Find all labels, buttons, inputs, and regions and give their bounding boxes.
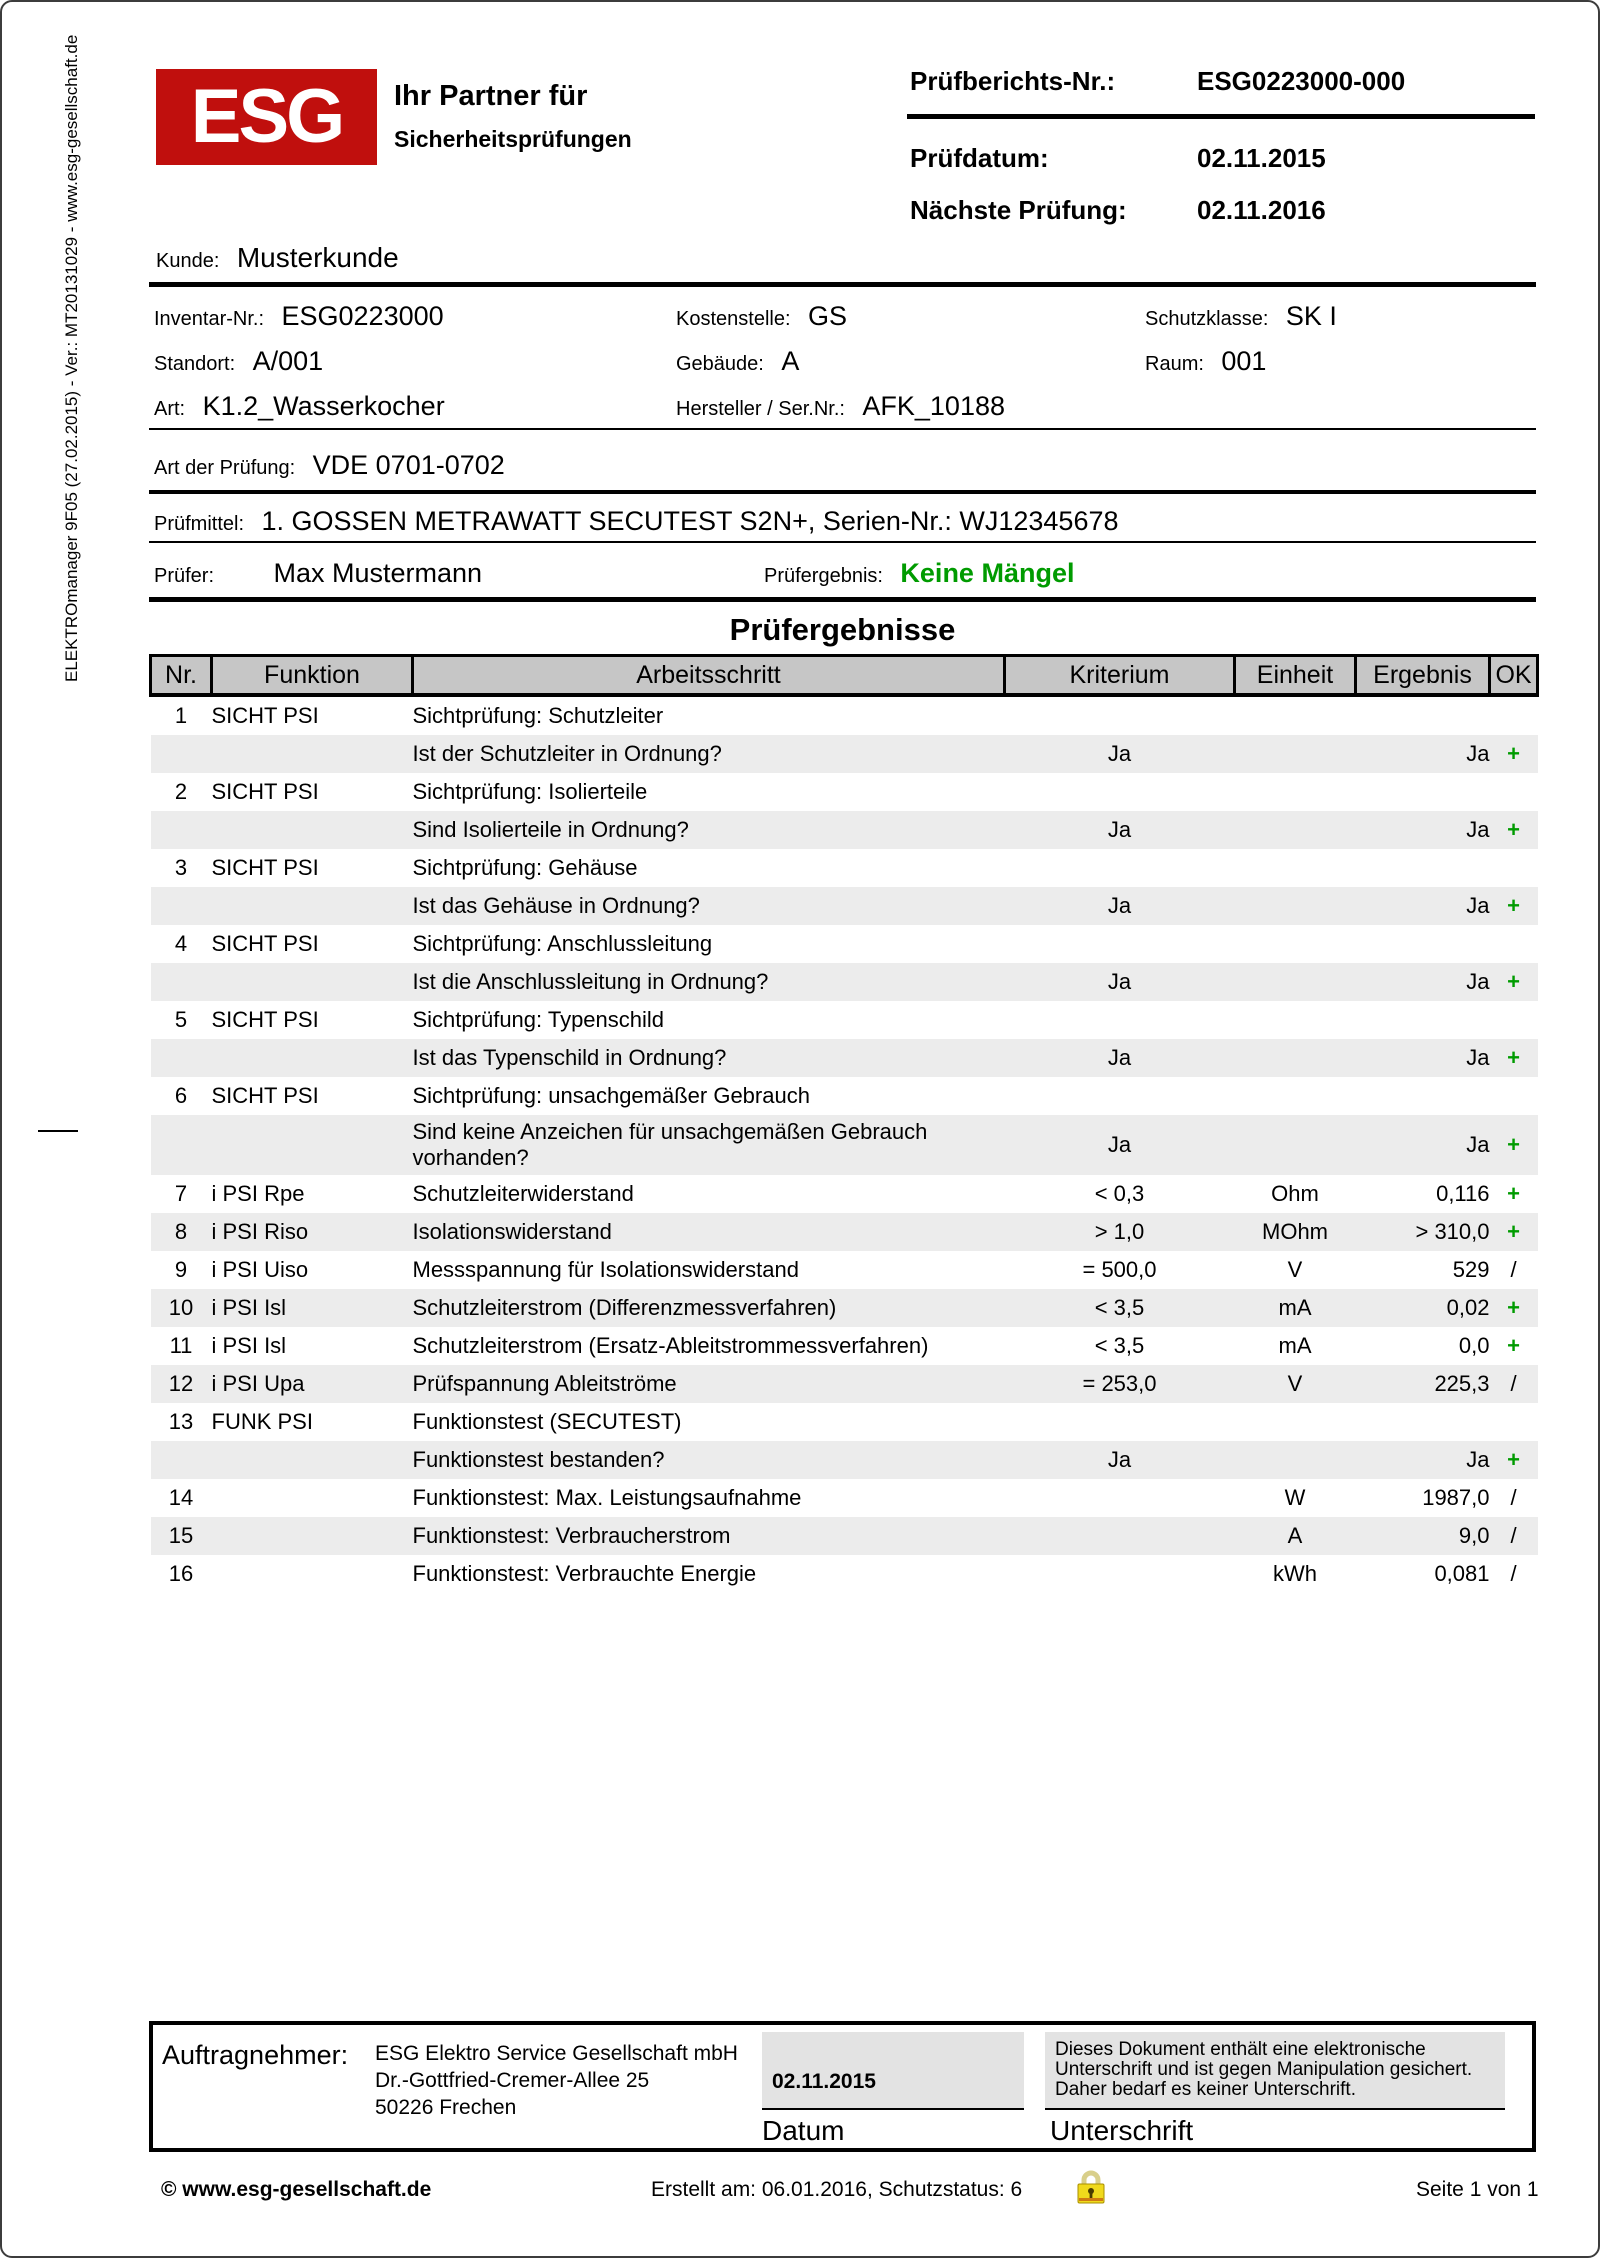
table-cell [1235, 1115, 1356, 1175]
table-cell: i PSI Rpe [211, 1181, 305, 1206]
table-cell: Ja [1005, 1115, 1235, 1175]
inventory-field [154, 301, 444, 332]
table-cell: mA [1235, 1289, 1356, 1327]
table-cell [151, 887, 212, 925]
results-column-header: Einheit [1235, 656, 1356, 696]
building-label: Gebäude: [676, 353, 764, 375]
contractor-line2: Dr.-Gottfried-Cremer-Allee 25 [375, 2069, 650, 2092]
table-cell [1235, 849, 1356, 887]
table-cell: i PSI Riso [212, 1213, 413, 1251]
copyright: © www.esg-gesellschaft.de [161, 2178, 432, 2201]
table-row [151, 1115, 1538, 1175]
table-cell: > 1,0 [1005, 1213, 1235, 1251]
table-cell: Ja [1005, 887, 1235, 925]
divider [149, 428, 1536, 430]
table-cell [1235, 1077, 1356, 1115]
table-cell [1005, 1555, 1235, 1593]
table-cell: Ja [1356, 963, 1490, 1001]
table-cell: + [1490, 1115, 1538, 1175]
table-cell: Schutzleiterstrom (Ersatz-Ableitstrommessverfahren) [412, 1333, 929, 1358]
table-row [151, 1289, 1538, 1327]
tester-value: Max Mustermann [273, 558, 483, 588]
table-cell: Ja [1005, 1039, 1235, 1077]
protection-class-label: Schutzklasse: [1145, 308, 1269, 330]
table-cell [1235, 811, 1356, 849]
table-cell: Schutzleiterstrom (Differenzmessverfahren) [413, 1289, 1005, 1327]
table-cell [1005, 1479, 1235, 1517]
esg-logo [156, 69, 377, 165]
table-row [151, 1555, 1538, 1593]
table-cell: SICHT PSI [211, 1007, 319, 1032]
logo-tagline-1: Ihr Partner für [394, 80, 588, 112]
table-cell [212, 1039, 413, 1077]
lock-icon [1075, 2170, 1107, 2211]
table-cell: + [1490, 887, 1538, 925]
table-cell: 9,0 [1356, 1517, 1490, 1555]
table-row [151, 1213, 1538, 1251]
results-title: Prüfergebnisse [729, 612, 956, 647]
table-cell: 1 [174, 703, 188, 728]
cost-center-label: Kostenstelle: [676, 308, 791, 330]
table-cell: > 310,0 [1356, 1213, 1490, 1251]
table-cell: Ja [1356, 887, 1490, 925]
type-value: K1.2_Wasserkocher [202, 391, 445, 421]
table-cell: 529 [1452, 1257, 1490, 1282]
table-cell [1490, 849, 1538, 887]
table-cell: Sichtprüfung: unsachgemäßer Gebrauch [412, 1083, 810, 1108]
table-cell: + [1507, 1181, 1520, 1206]
side-version-text: ELEKTROmanager 9F05 (27.02.2015) - Ver.: MT20131029 - www.esg-gesellschaft.de [62, 34, 81, 682]
table-cell [212, 1479, 413, 1517]
results-column-header: Ergebnis [1356, 656, 1490, 696]
table-cell [1005, 1077, 1235, 1115]
table-cell: 0,02 [1356, 1289, 1490, 1327]
table-cell: 0,116 [1436, 1181, 1490, 1206]
table-cell: Ist das Typenschild in Ordnung? [413, 1039, 1005, 1077]
table-cell: Ja [1005, 735, 1235, 773]
manufacturer-value: AFK_10188 [862, 391, 1005, 421]
results-table [149, 654, 1539, 1593]
test-date-label: Prüfdatum: [910, 143, 1049, 173]
table-cell [212, 963, 413, 1001]
table-cell: 5 [174, 1007, 188, 1032]
table-cell [212, 1441, 413, 1479]
table-cell: 3 [174, 855, 188, 880]
cost-center-value: GS [807, 301, 847, 331]
table-cell: 8 [151, 1213, 212, 1251]
table-cell: / [1510, 1485, 1517, 1510]
table-cell: 225,3 [1356, 1365, 1490, 1403]
test-date-value: 02.11.2015 [1197, 143, 1326, 173]
table-cell [212, 735, 413, 773]
table-cell: / [1510, 1561, 1517, 1586]
table-row [151, 1077, 1538, 1115]
type-label: Art: [154, 398, 186, 420]
contractor-line1: ESG Elektro Service Gesellschaft mbH [375, 2042, 738, 2065]
table-cell: A [1235, 1517, 1356, 1555]
table-cell: Sichtprüfung: Gehäuse [412, 855, 638, 880]
cost-center-field [676, 301, 847, 332]
table-cell: = 253,0 [1005, 1365, 1235, 1403]
table-cell: 14 [168, 1485, 194, 1510]
table-row [151, 811, 1538, 849]
table-cell: SICHT PSI [211, 855, 319, 880]
table-row [151, 1403, 1538, 1441]
table-cell [212, 887, 413, 925]
table-cell: Isolationswiderstand [413, 1213, 1005, 1251]
table-cell: / [1490, 1365, 1538, 1403]
customer-label: Kunde: [156, 250, 220, 272]
results-column-header: Nr. [151, 656, 212, 696]
table-cell: SICHT PSI [211, 931, 319, 956]
table-row [151, 849, 1538, 887]
location-value: A/001 [252, 346, 324, 376]
table-cell [1356, 1001, 1490, 1039]
test-type-field [154, 450, 505, 481]
table-cell: Ist das Gehäuse in Ordnung? [413, 887, 1005, 925]
table-cell: Funktionstest: Verbrauchte Energie [412, 1561, 757, 1586]
table-cell [212, 811, 413, 849]
table-cell: Ja [1356, 1039, 1490, 1077]
verdict-value: Keine Mängel [900, 558, 1075, 588]
building-field [676, 346, 799, 377]
results-column-header: Kriterium [1005, 656, 1235, 696]
table-row [151, 773, 1538, 811]
table-cell: 9 [174, 1257, 188, 1282]
table-cell: 1987,0 [1422, 1485, 1490, 1510]
table-cell [1356, 1077, 1490, 1115]
fold-mark [38, 1130, 78, 1132]
table-cell: V [1235, 1365, 1356, 1403]
table-cell: 7 [174, 1181, 188, 1206]
table-cell: Funktionstest: Max. Leistungsaufnahme [412, 1485, 802, 1510]
table-cell [1356, 695, 1490, 735]
protection-class-field [1145, 301, 1337, 332]
table-cell: + [1490, 1213, 1538, 1251]
table-cell [151, 735, 212, 773]
table-cell: 13 [168, 1409, 194, 1434]
table-cell: W [1284, 1485, 1306, 1510]
table-cell [1356, 925, 1490, 963]
table-cell [151, 1039, 212, 1077]
table-cell: V [1287, 1257, 1303, 1282]
inventory-label: Inventar-Nr.: [154, 308, 265, 330]
divider [907, 114, 1535, 119]
table-cell [1490, 925, 1538, 963]
table-cell: Ja [1005, 1441, 1235, 1479]
table-cell: Ja [1356, 811, 1490, 849]
table-cell [1490, 695, 1538, 735]
table-cell [1235, 925, 1356, 963]
room-value: 001 [1221, 346, 1267, 376]
table-cell: 0,081 [1434, 1561, 1490, 1586]
table-cell: = 500,0 [1082, 1257, 1157, 1282]
table-cell [1356, 849, 1490, 887]
manufacturer-field [676, 391, 1005, 422]
room-field [1145, 346, 1266, 377]
table-cell: Sichtprüfung: Schutzleiter [412, 703, 664, 728]
table-cell: SICHT PSI [211, 703, 319, 728]
table-cell: 6 [174, 1083, 188, 1108]
table-cell [1005, 1403, 1235, 1441]
results-column-header: Funktion [212, 656, 413, 696]
table-row [151, 1441, 1538, 1479]
table-cell: Ja [1356, 735, 1490, 773]
table-cell: Sichtprüfung: Typenschild [412, 1007, 665, 1032]
table-cell [1490, 1077, 1538, 1115]
table-cell [1005, 849, 1235, 887]
table-cell [1235, 735, 1356, 773]
table-cell: Sichtprüfung: Isolierteile [412, 779, 648, 804]
table-cell: / [1490, 1517, 1538, 1555]
divider [149, 490, 1536, 494]
divider [149, 541, 1536, 543]
table-cell: 11 [169, 1333, 193, 1358]
table-cell: FUNK PSI [211, 1409, 313, 1434]
verdict-field [764, 558, 1074, 589]
divider [149, 597, 1536, 602]
table-cell: 0,0 [1458, 1333, 1490, 1358]
verdict-label: Prüfergebnis: [764, 565, 883, 587]
table-cell: Funktionstest (SECUTEST) [412, 1409, 682, 1434]
table-row [151, 695, 1538, 735]
table-cell [1490, 773, 1538, 811]
location-label: Standort: [154, 353, 236, 375]
table-cell [1235, 887, 1356, 925]
table-cell: + [1490, 1039, 1538, 1077]
test-equipment-label: Prüfmittel: [154, 513, 245, 535]
table-cell: Funktionstest: Verbraucherstrom [413, 1517, 1005, 1555]
table-cell: + [1507, 1333, 1520, 1358]
table-cell: Prüfspannung Ableitströme [413, 1365, 1005, 1403]
created-info: Erstellt am: 06.01.2016, Schutzstatus: 6 [651, 2178, 1023, 2201]
table-cell [1490, 1001, 1538, 1039]
table-cell: SICHT PSI [211, 779, 319, 804]
table-cell: Sichtprüfung: Anschlussleitung [412, 931, 713, 956]
inventory-value: ESG0223000 [281, 301, 444, 331]
customer-field [156, 242, 399, 274]
table-cell: i PSI Uiso [211, 1257, 309, 1282]
table-cell [1005, 1001, 1235, 1039]
table-row [151, 1251, 1538, 1289]
table-cell [212, 1115, 413, 1175]
table-cell [1235, 1441, 1356, 1479]
table-cell [1235, 695, 1356, 735]
table-cell: + [1490, 1441, 1538, 1479]
table-cell: Ohm [1271, 1181, 1319, 1206]
building-value: A [781, 346, 800, 376]
next-test-value: 02.11.2016 [1197, 195, 1326, 225]
table-cell: Ja [1356, 1441, 1490, 1479]
table-row [151, 735, 1538, 773]
table-cell: i PSI Upa [212, 1365, 413, 1403]
table-cell: Funktionstest bestanden? [413, 1441, 1005, 1479]
test-type-value: VDE 0701-0702 [312, 450, 505, 480]
table-cell [151, 811, 212, 849]
table-cell: / [1510, 1257, 1517, 1282]
electronic-signature-box [1045, 2032, 1505, 2110]
results-header-row [151, 656, 1538, 696]
table-cell [1235, 1001, 1356, 1039]
table-cell: kWh [1273, 1561, 1317, 1586]
test-equipment-value: 1. GOSSEN METRAWATT SECUTEST S2N+, Serien-Nr.: WJ12345678 [261, 506, 1119, 536]
contractor-address [375, 2040, 738, 2121]
table-row [151, 1175, 1538, 1213]
table-cell: + [1490, 811, 1538, 849]
table-cell: Ja [1005, 811, 1235, 849]
table-row [151, 1517, 1538, 1555]
table-row [151, 1039, 1538, 1077]
table-cell: + [1490, 1289, 1538, 1327]
contractor-line3: 50226 Frechen [375, 2096, 517, 2119]
esg-logo-text: ESG [190, 74, 343, 159]
table-cell: 15 [151, 1517, 212, 1555]
contractor-label: Auftragnehmer: [162, 2040, 349, 2070]
report-no-value: ESG0223000-000 [1197, 66, 1406, 96]
table-cell: MOhm [1235, 1213, 1356, 1251]
table-cell: SICHT PSI [211, 1083, 319, 1108]
logo-tagline-2: Sicherheitsprüfungen [394, 126, 632, 152]
table-cell [1490, 1403, 1538, 1441]
results-column-header: OK [1490, 656, 1538, 696]
table-cell [212, 1555, 413, 1593]
table-cell [1356, 773, 1490, 811]
test-type-label: Art der Prüfung: [154, 457, 296, 479]
report-no-label: Prüfberichts-Nr.: [910, 66, 1116, 96]
table-cell [1235, 1039, 1356, 1077]
divider [149, 282, 1536, 287]
table-row [151, 887, 1538, 925]
table-row [151, 963, 1538, 1001]
table-cell: mA [1278, 1333, 1312, 1358]
date-signature-box [762, 2032, 1024, 2110]
table-cell: 2 [174, 779, 188, 804]
table-cell: + [1490, 963, 1538, 1001]
table-cell: + [1490, 735, 1538, 773]
room-label: Raum: [1145, 353, 1204, 375]
table-cell: Messspannung für Isolationswiderstand [412, 1257, 799, 1282]
table-cell: Sind keine Anzeichen für unsachgemäßen Gebrauch vorhanden? [413, 1115, 1005, 1175]
table-cell [1005, 695, 1235, 735]
signature-date: 02.11.2015 [772, 2070, 876, 2093]
page-number: Seite 1 von 1 [1416, 2178, 1539, 2201]
results-table-wrap [149, 654, 1539, 1593]
signature-caption: Unterschrift [1050, 2115, 1194, 2146]
contractor-box [149, 2021, 1536, 2152]
tester-field [154, 558, 482, 589]
table-cell: 16 [168, 1561, 194, 1586]
table-row [151, 1327, 1538, 1365]
table-cell: i PSI Isl [211, 1333, 287, 1358]
table-cell [1235, 773, 1356, 811]
table-cell: Ist der Schutzleiter in Ordnung? [413, 735, 1005, 773]
table-cell [151, 1441, 212, 1479]
table-cell [1356, 1403, 1490, 1441]
table-cell: Ist die Anschlussleitung in Ordnung? [413, 963, 1005, 1001]
protection-class-value: SK I [1285, 301, 1337, 331]
table-row [151, 1365, 1538, 1403]
signature-notice: Dieses Dokument enthält eine elektronische Unterschrift und ist gegen Manipulation gesichert. Daher bedarf es keiner Unterschrift. [1055, 2039, 1473, 2100]
table-cell: 10 [151, 1289, 212, 1327]
table-cell: 12 [151, 1365, 212, 1403]
date-caption: Datum [762, 2115, 845, 2146]
location-field [154, 346, 323, 377]
table-cell: Ja [1356, 1115, 1490, 1175]
table-cell [151, 1115, 212, 1175]
table-cell [1235, 963, 1356, 1001]
table-row [151, 925, 1538, 963]
next-test-label: Nächste Prüfung: [910, 195, 1127, 225]
type-field [154, 391, 445, 422]
table-cell: Schutzleiterwiderstand [412, 1181, 634, 1206]
table-cell [151, 963, 212, 1001]
results-column-header: Arbeitsschritt [413, 656, 1005, 696]
table-cell: < 3,5 [1005, 1289, 1235, 1327]
table-cell: Sind Isolierteile in Ordnung? [413, 811, 1005, 849]
table-cell [1005, 925, 1235, 963]
table-row [151, 1001, 1538, 1039]
table-cell [1005, 773, 1235, 811]
table-cell: i PSI Isl [212, 1289, 413, 1327]
table-cell [1235, 1403, 1356, 1441]
table-cell [1005, 1517, 1235, 1555]
table-cell: Ja [1005, 963, 1235, 1001]
manufacturer-label: Hersteller / Ser.Nr.: [676, 398, 845, 420]
test-equipment-field [154, 506, 1119, 537]
table-cell: 4 [174, 931, 188, 956]
table-cell [212, 1517, 413, 1555]
table-row [151, 1479, 1538, 1517]
customer-value: Musterkunde [236, 242, 399, 273]
table-cell: < 3,5 [1094, 1333, 1145, 1358]
table-cell: < 0,3 [1094, 1181, 1145, 1206]
tester-label: Prüfer: [154, 565, 215, 587]
